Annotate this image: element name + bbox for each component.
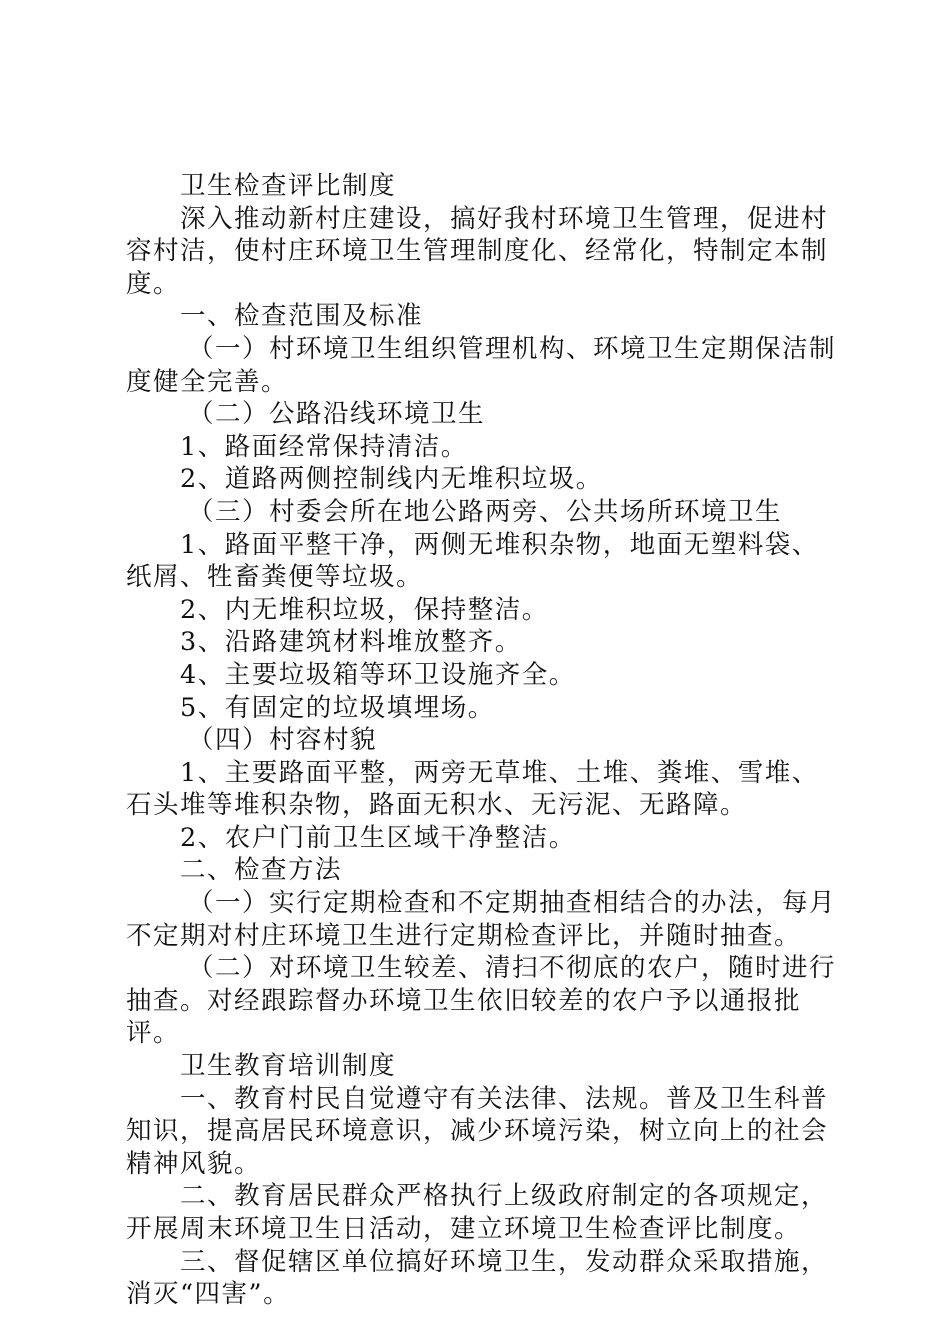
heading-scope: 一、检查范围及标准 [180,301,424,332]
item-method-1: （一）实行定期检查和不定期抽查相结合的办法，每月不定期对村庄环境卫生进行定期检查评比，并随时抽查。 [126,888,837,951]
item-method-2: （二）对环境卫生较差、清扫不彻底的农户，随时进行抽查。对经跟踪督办环境卫生依旧较差的农户予以通报批评。 [126,953,837,1049]
list-item: 1、路面平整干净，两侧无堆积杂物，地面无塑料袋、纸屑、牲畜粪便等垃圾。 [126,529,819,593]
list-item: 5、有固定的垃圾填埋场。 [180,692,495,723]
item-scope-2: （二）公路沿线环境卫生 [188,399,486,430]
list-item: 1、路面经常保持清洁。 [180,431,468,462]
section-title-training: 卫生教育培训制度 [180,1051,397,1082]
list-item: 3、沿路建筑材料堆放整齐。 [180,627,522,658]
list-item: 2、内无堆积垃圾，保持整洁。 [180,594,549,625]
document-body [126,170,836,1311]
training-item-2: 二、教育居民群众严格执行上级政府制定的各项规定，开展周末环境卫生日活动，建立环境卫生检查评比制度。 [126,1181,829,1244]
list-item: 2、农户门前卫生区域干净整洁。 [180,822,576,853]
training-item-1: 一、教育村民自觉遵守有关法律、法规。普及卫生科普知识，提高居民环境意识，减少环境污染，树立向上的社会精神风貌。 [126,1083,829,1179]
list-item: 2、道路两侧控制线内无堆积垃圾。 [180,464,603,495]
section-title-inspection: 卫生检查评比制度 [180,171,397,201]
item-scope-4: （四）村容村貌 [188,725,378,756]
item-scope-3: （三）村委会所在地公路两旁、公共场所环境卫生 [188,496,783,527]
heading-method: 二、检查方法 [180,855,343,886]
item-scope-1: （一）村环境卫生组织管理机构、环境卫生定期保洁制度健全完善。 [126,333,837,397]
training-item-3: 三、督促辖区单位搞好环境卫生，发动群众采取措施，消灭“四害”。 [126,1246,829,1310]
list-item: 1、主要路面平整，两旁无草堆、土堆、粪堆、雪堆、石头堆等堆积杂物，路面无积水、无污泥、无路障。 [126,757,819,821]
list-item: 4、主要垃圾箱等环卫设施齐全。 [180,659,576,690]
intro-paragraph: 深入推动新村庄建设，搞好我村环境卫生管理，促进村容村洁，使村庄环境卫生管理制度化、经常化，特制定本制度。 [126,203,829,299]
